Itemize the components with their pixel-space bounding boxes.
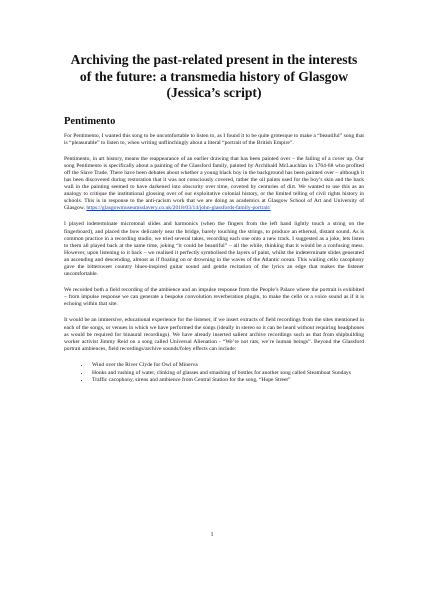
- paragraph-intro: For Pentimento, I wanted this song to be uncomfortable to listen to, as I found it to be quite grotesque to make a “beautiful” song that is “pleasurable” to listen to, when writing unflinchingly about a literal “portrait of the British Empire”.: [64, 132, 364, 146]
- paragraph-text: Pentimento, in art history, means the reappearance of an earlier drawing that has been painted over – the failing of a cover up. Our song Pentimento is specifically about a painting of the Glassford family, painted by Archibald McLauchlan in 1764-68 who profited off the Slave Trade. There have been debates about whether a young black boy in the background has been painted over – although it has been discovered during restoration that it was not consciously covered, rather the oil paints used for the boy’s skin and the back wall in the painting seemed to have darkened into obscurity over time, covered by centuries of dirt. We wanted to use this as an analogy to critique the institutional glossing over of our exploitative colonial history, or the limited telling of civil rights history in schools. This is in response to the anti-racism work that we are doing as academics at Glasgow School of Art and University of Glasgow.: [64, 155, 364, 212]
- paragraph-pentimento-meaning: [64, 156, 364, 213]
- page-number: 1: [210, 532, 214, 538]
- list-item: • Wind over the River Clyde for Owl of Minerva: [90, 362, 364, 370]
- paragraph-cello-recording: I played indeterminate microtonal slides and harmonics (when the fingers from the left hand lightly touch a string on the fingerboard), and placed the bow delicately near the bridge, barely touching the strings, to produce an ethereal, distant sound. As is common practice in a recording studio, we tried several takes, recording each one onto a new track. I suggested as a joke, lets listen to them all played back at the same time, joking “it could be beautiful” – all the while, thinking that it would be a confusing mess. However, upon listening to it back – we realised it perfectly symbolised the layers of paint, whilst the indeterminate slides generated an ascending and descending, almost as if floating on or drowning in the waves of the Atlantic ocean. This wailing cello cacophony gave the bittersweet country blues-inspired guitar sound and gentle recitation of the lyrics an edge that makes the listener uncomfortable.: [64, 221, 364, 278]
- list-item: • Honks and rushing of water, clinking of glasses and smashing of bottles for another song called Steamboat Sundays: [90, 370, 364, 378]
- paragraph-field-recording: We recorded both a field recording of the ambience and an impulse response from the People’s Palace where the portrait is exhibited – from impulse response we can generate a bespoke convolution reverberation plugin, to make the cello or a voice sound as if it is echoing within that site.: [64, 287, 364, 308]
- section-heading: Pentimento: [64, 115, 116, 127]
- paragraph-immersive-experience: It would be an immersive, educational experience for the listener, if we insert extracts of field recordings from the sites mentioned in each of the songs, or venues in which we have performed the songs (ideally in stereo so it can be heard without requiring headphones as would be required for binaural recordings). We have already inserted salient archive recordings such as that from shipbuilding worker activist Jimmy Reid on a song called Universal Alienation - “We’re not rats, we’re human beings”. Beyond the Glassford portrait ambiences, field recordings/archive sounds/foley effects can include:: [64, 317, 364, 352]
- field-recordings-list: [64, 362, 364, 385]
- document-title: Archiving the past-related present in the interests of the future: a transmedia history of Glasgow (Jessica’s script): [70, 52, 358, 100]
- list-item: • Traffic cacophony, sirens and ambience from Central Station for the song, “Hope Street”: [90, 377, 364, 385]
- portrait-link[interactable]: https://glasgowmuseumsslavery.co.uk/2018/03/14/john-glassfords-family-portrait/: [86, 205, 271, 212]
